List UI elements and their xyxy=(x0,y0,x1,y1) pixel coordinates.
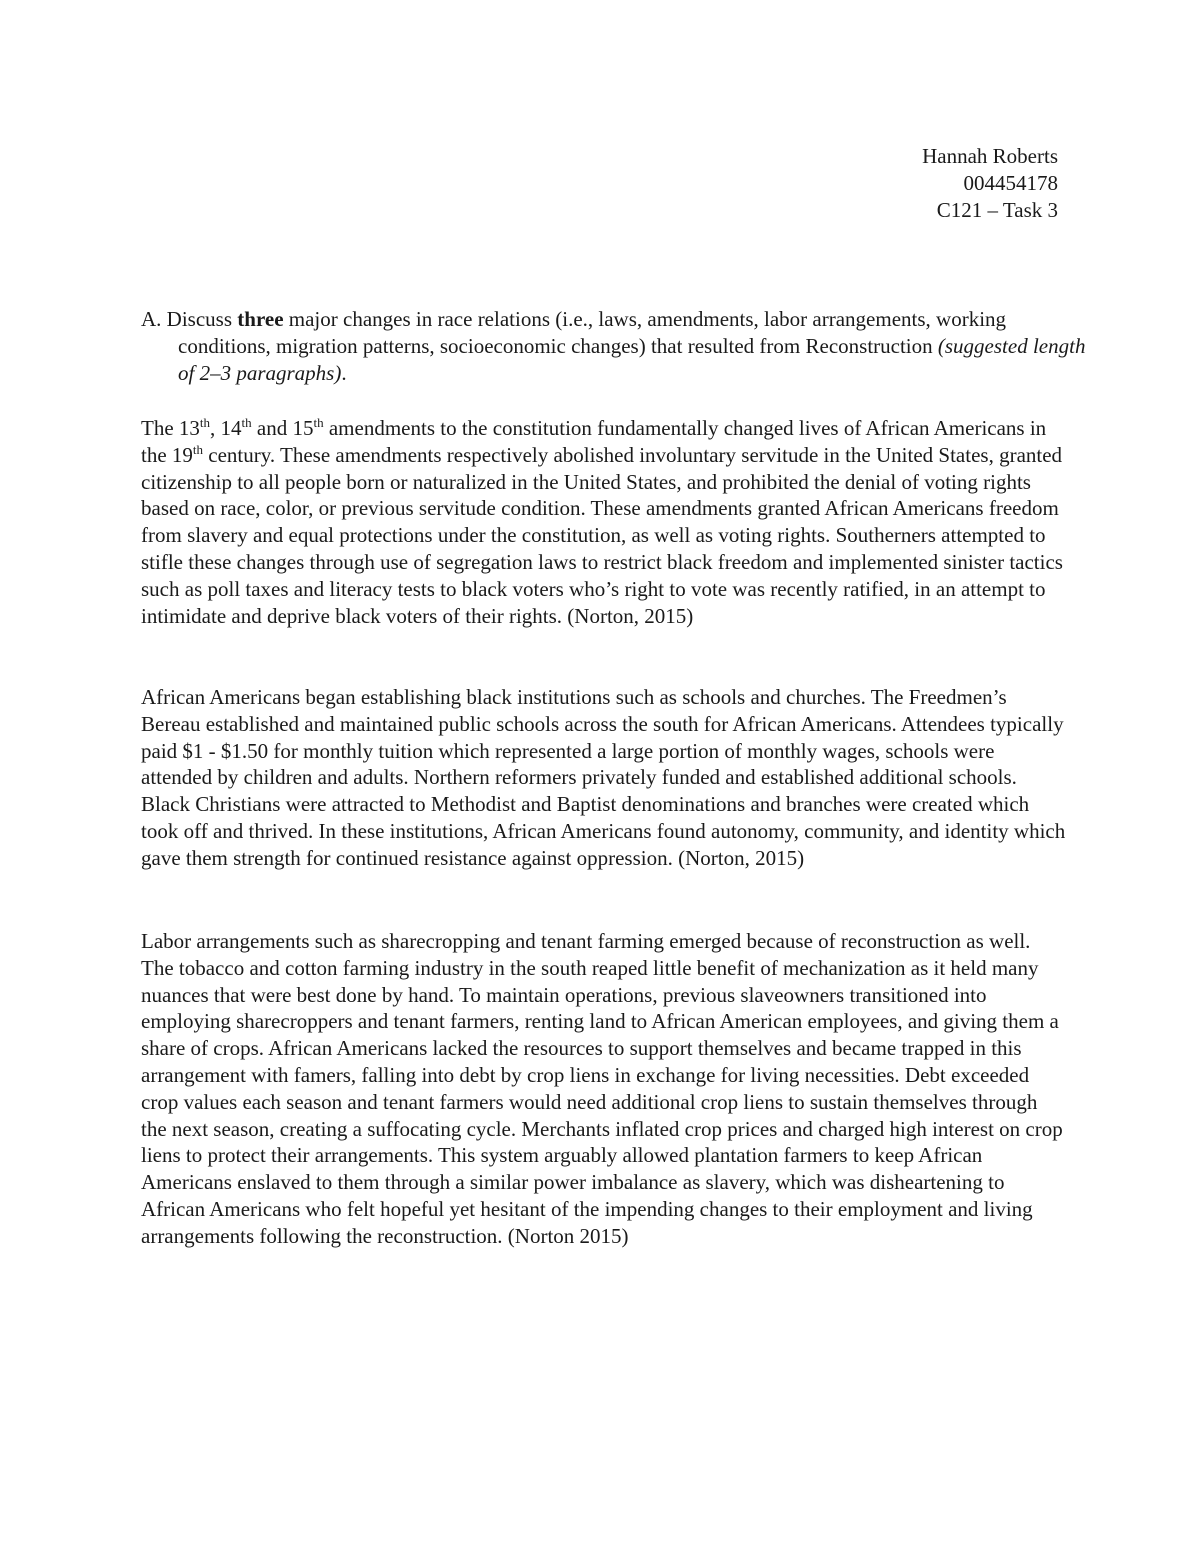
question-length-note: (suggested length of 2–3 paragraphs) xyxy=(178,334,1086,385)
question-end: . xyxy=(341,361,347,385)
p1-text-3: and 15 xyxy=(251,416,314,440)
paragraph-labor: Labor arrangements such as sharecropping and tenant farming emerged because of reconstruction as well. The tobacco and cotton farming industry in the south reaped little benefit of mechanization as it held many nuances that were best done by hand. To maintain operations, previous slaveowners transitioned into employing sharecroppers and tenant farmers, renting land to African American employees, and giving them a share of crops. African Americans lacked the resources to support themselves and became trapped in this arrangement with famers, falling into debt by crop liens in exchange for living necessities. Debt exceeded crop values each season and tenant farmers would need additional crop liens to sustain themselves through the next season, creating a suffocating cycle. Merchants inflated crop prices and charged high interest on crop liens to protect their arrangements. This system arguably allowed plantation farmers to keep African Americans enslaved to them through a similar power imbalance as slavery, which was disheartening to African Americans who felt hopeful yet hesitant of the impending changes to their employment and living arrangements following the reconstruction. (Norton 2015) xyxy=(141,929,1063,1248)
p1-sup-3: th xyxy=(313,415,324,430)
p1-text-1: The 13 xyxy=(141,416,200,440)
paragraph-amendments xyxy=(141,415,1066,629)
p1-text-5: century. These amendments respectively abolished involuntary servitude in the United States, granted citizenship to all people born or naturalized in the United States, and prohibited the denial of voting rights based on race, color, or previous servitude condition. These amendments granted African Americans freedom from slavery and equal protections under the constitution, as well as voting rights. Southerners attempted to stifle these changes through use of segregation laws to restrict black freedom and implemented sinister tactics such as poll taxes and literacy tests to black voters who’s right to vote was recently ratified, in an attempt to intimidate and deprive black voters of their rights. (Norton, 2015) xyxy=(141,442,1063,628)
author-name: Hannah Roberts xyxy=(922,144,1058,168)
p1-text-2: , 14 xyxy=(210,416,242,440)
question-middle: major changes in race relations (i.e., laws, amendments, labor arrangements, working conditions, migration patterns, socioeconomic changes) that resulted from Reconstruction xyxy=(178,307,1007,358)
question-prompt xyxy=(141,306,1098,387)
question-prefix: A. Discuss xyxy=(141,307,238,331)
p1-sup-2: th xyxy=(241,415,252,430)
paragraph-institutions: African Americans began establishing black institutions such as schools and churches. The Freedmen’s Bereau established and maintained public schools across the south for African Americans. Attendees typically paid $1 - $1.50 for monthly tuition which represented a large portion of monthly wages, schools were attended by children and adults. Northern reformers privately funded and established additional schools. Black Christians were attracted to Methodist and Baptist denominations and branches were created which took off and thrived. In these institutions, African Americans found autonomy, community, and identity which gave them strength for continued resistance against oppression. (Norton, 2015) xyxy=(141,685,1066,870)
author-header xyxy=(922,143,1058,224)
p1-sup-1: th xyxy=(199,415,211,430)
question-bold-word: three xyxy=(237,307,284,331)
course-task: C121 – Task 3 xyxy=(936,198,1058,222)
student-id: 004454178 xyxy=(963,171,1058,195)
p1-sup-4: th xyxy=(192,441,204,457)
p1-text-4: amendments to the constitution fundamentally changed lives of African Americans in the 19 xyxy=(141,416,1047,467)
